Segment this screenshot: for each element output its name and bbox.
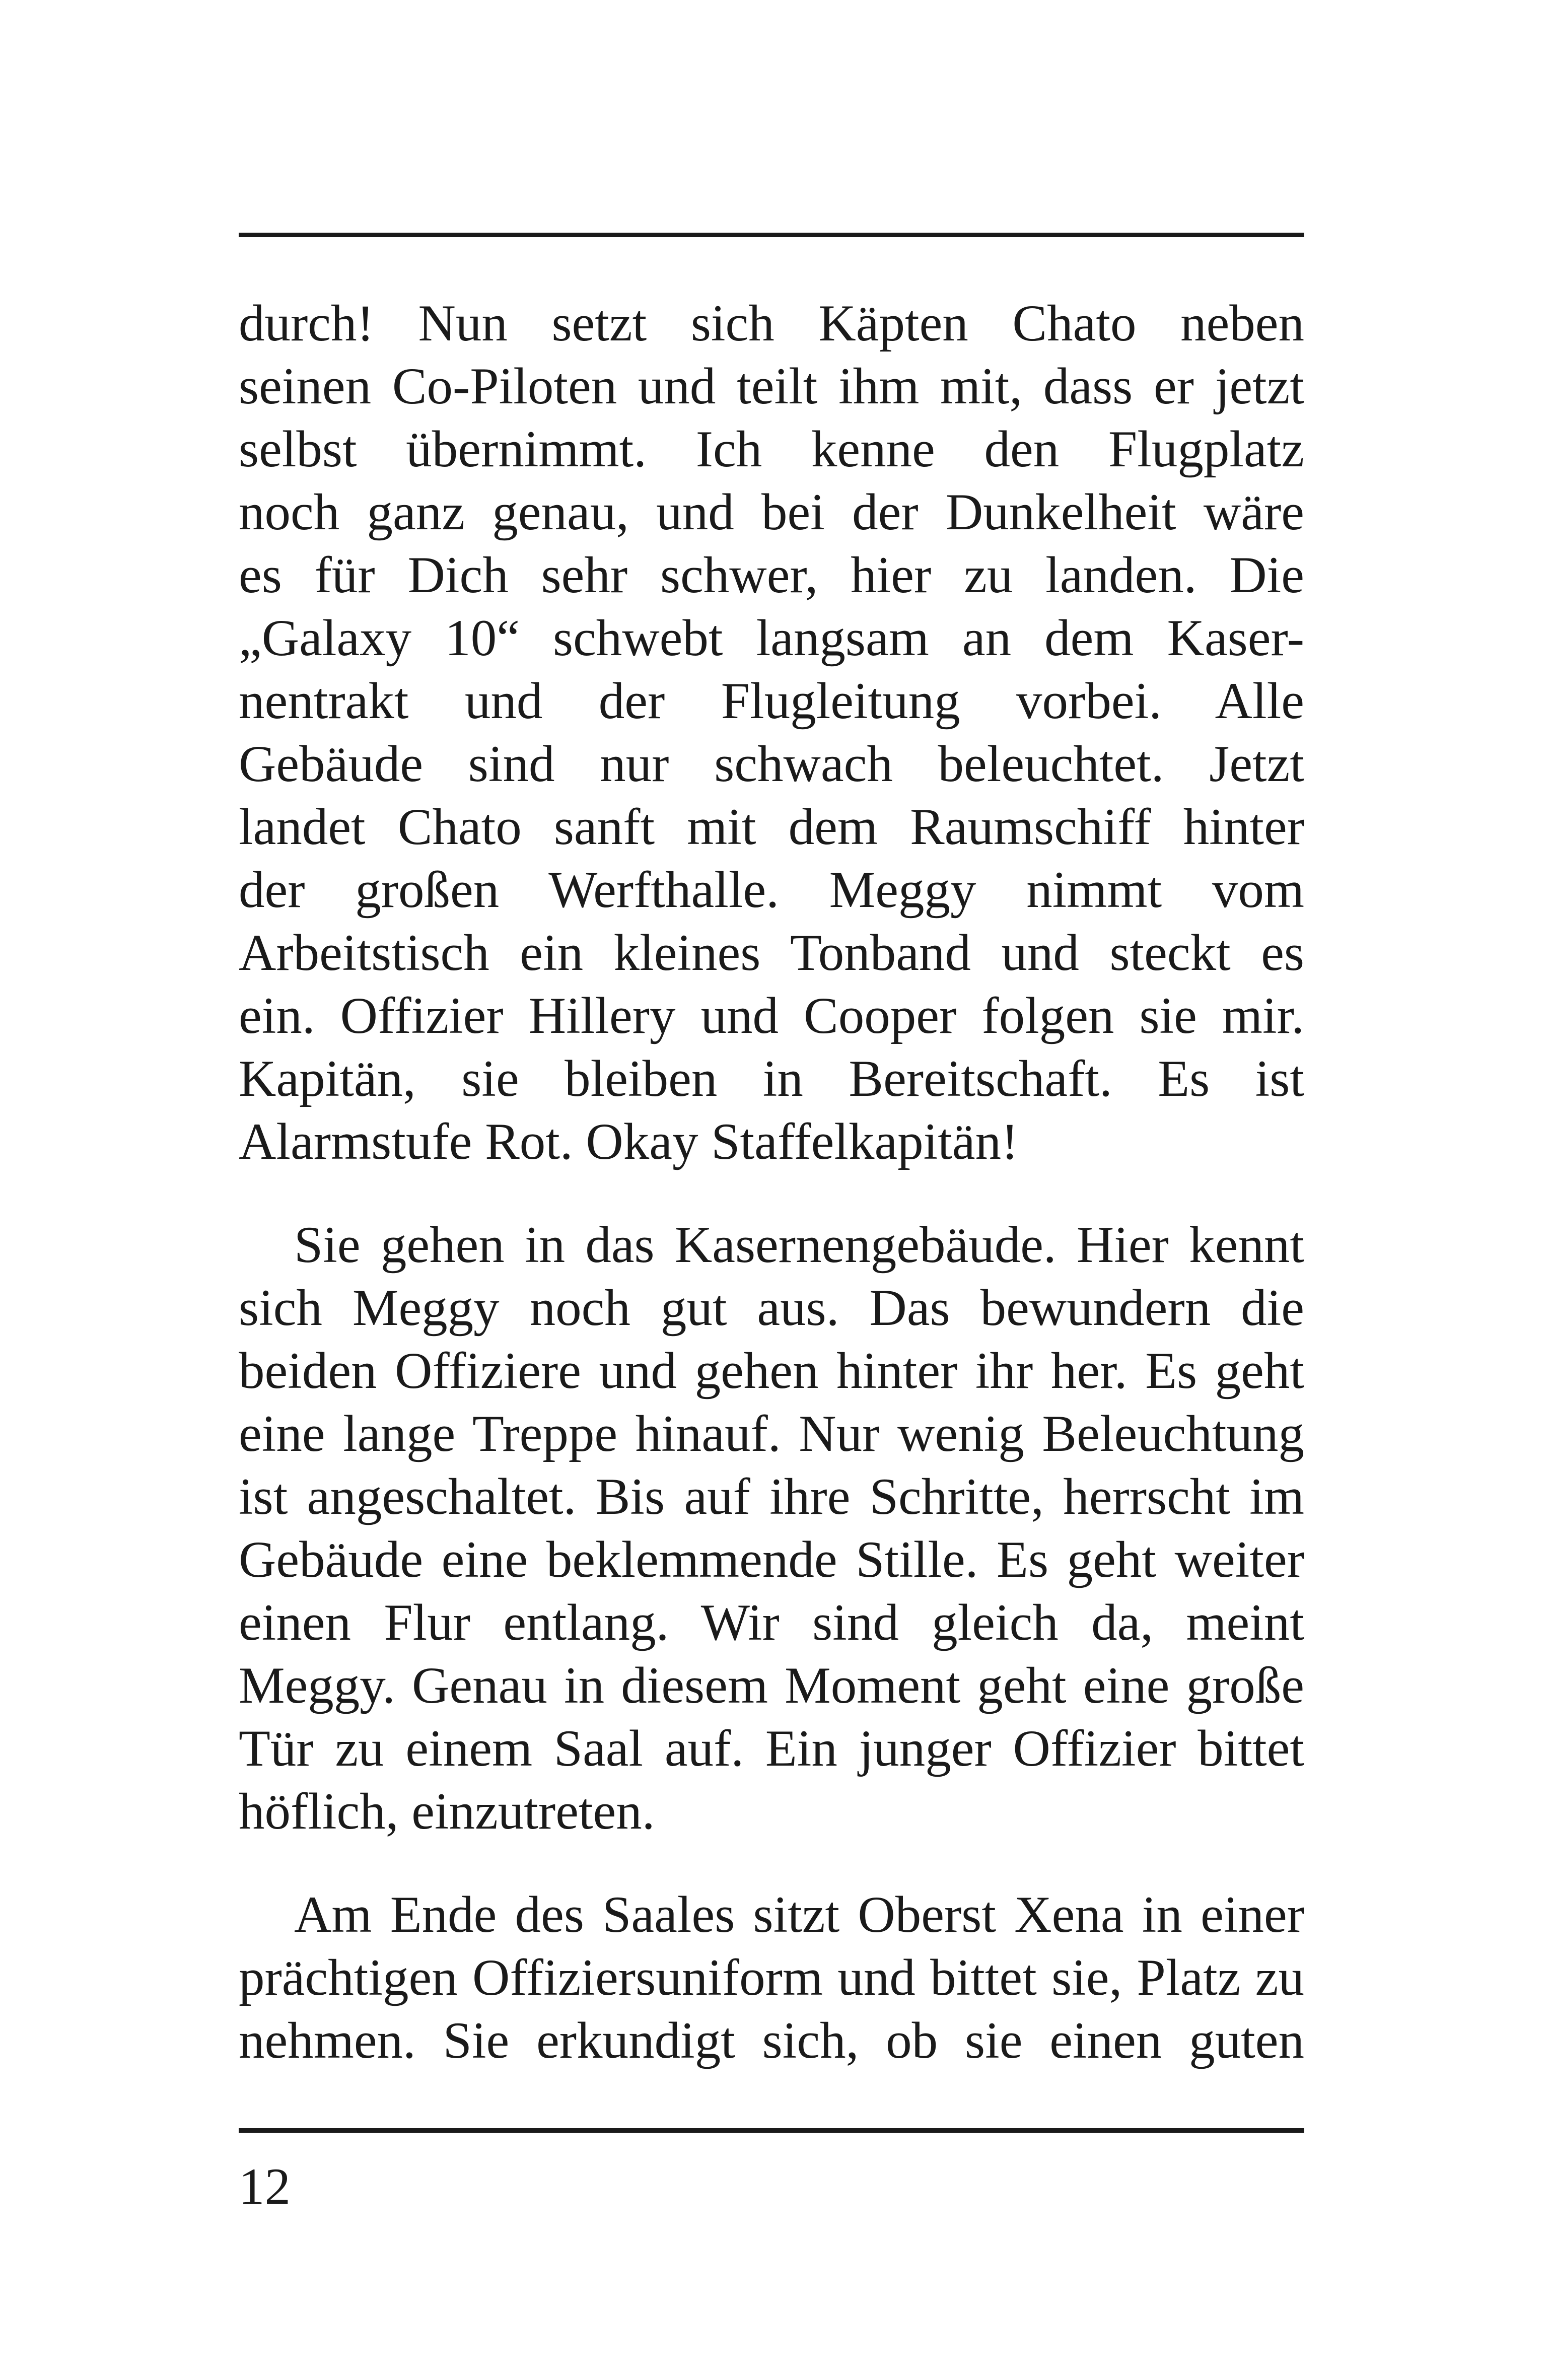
text-line: seinen Co-Piloten und teilt ihm mit, dass er jetzt: [239, 358, 1304, 415]
text-line: ein. Offizier Hillery und Cooper folgen sie mir.: [239, 987, 1304, 1044]
text-line: nentrakt und der Flugleitung vorbei. Alle: [239, 672, 1304, 730]
body-text: [239, 292, 1304, 2072]
paragraph-1: [239, 292, 1304, 1173]
text-line: Tür zu einem Saal auf. Ein junger Offizier bittet: [239, 1720, 1304, 1777]
text-line: der großen Werfthalle. Meggy nimmt vom: [239, 861, 1304, 919]
text-line: Sie gehen in das Kasernengebäude. Hier kennt: [294, 1216, 1304, 1274]
text-line: Kapitän, sie bleiben in Bereitschaft. Es ist: [239, 1050, 1304, 1107]
text-line: selbst übernimmt. Ich kenne den Flugplatz: [239, 421, 1304, 478]
paragraph-3: [239, 1883, 1304, 2072]
paragraph-gap: [239, 1843, 1304, 1883]
text-line: höflich, einzutreten.: [239, 1783, 655, 1840]
top-rule: [239, 233, 1304, 237]
text-line: Alarmstufe Rot. Okay Staffelkapitän!: [239, 1113, 1019, 1170]
text-line: einen Flur entlang. Wir sind gleich da, meint: [239, 1594, 1304, 1651]
text-line: Arbeitstisch ein kleines Tonband und steckt es: [239, 924, 1304, 982]
text-line: eine lange Treppe hinauf. Nur wenig Beleuchtung: [239, 1405, 1304, 1462]
text-line: noch ganz genau, und bei der Dunkelheit wäre: [239, 483, 1304, 541]
text-line: Meggy. Genau in diesem Moment geht eine große: [239, 1657, 1304, 1714]
text-line: Gebäude eine beklemmende Stille. Es geht weiter: [239, 1531, 1304, 1588]
text-line: prächtigen Offiziersuniform und bittet sie, Platz zu: [239, 1949, 1304, 2006]
text-line: Gebäude sind nur schwach beleuchtet. Jetzt: [239, 735, 1304, 793]
text-line: ist angeschaltet. Bis auf ihre Schritte, herrscht im: [239, 1468, 1304, 1525]
page-number: 12: [239, 2158, 291, 2215]
text-line: durch! Nun setzt sich Käpten Chato neben: [239, 295, 1304, 352]
text-line: Am Ende des Saales sitzt Oberst Xena in einer: [294, 1886, 1304, 1943]
text-line: landet Chato sanft mit dem Raumschiff hinter: [239, 798, 1304, 856]
paragraph-2: [239, 1214, 1304, 1843]
bottom-rule: [239, 2128, 1304, 2133]
text-line: es für Dich sehr schwer, hier zu landen. Die: [239, 546, 1304, 604]
text-line: „Galaxy 10“ schwebt langsam an dem Kaser-: [239, 609, 1304, 667]
text-line: nehmen. Sie erkundigt sich, ob sie einen guten: [239, 2012, 1304, 2069]
text-line: sich Meggy noch gut aus. Das bewundern die: [239, 1279, 1304, 1337]
text-line: beiden Offiziere und gehen hinter ihr her. Es geht: [239, 1342, 1304, 1399]
paragraph-gap: [239, 1173, 1304, 1214]
